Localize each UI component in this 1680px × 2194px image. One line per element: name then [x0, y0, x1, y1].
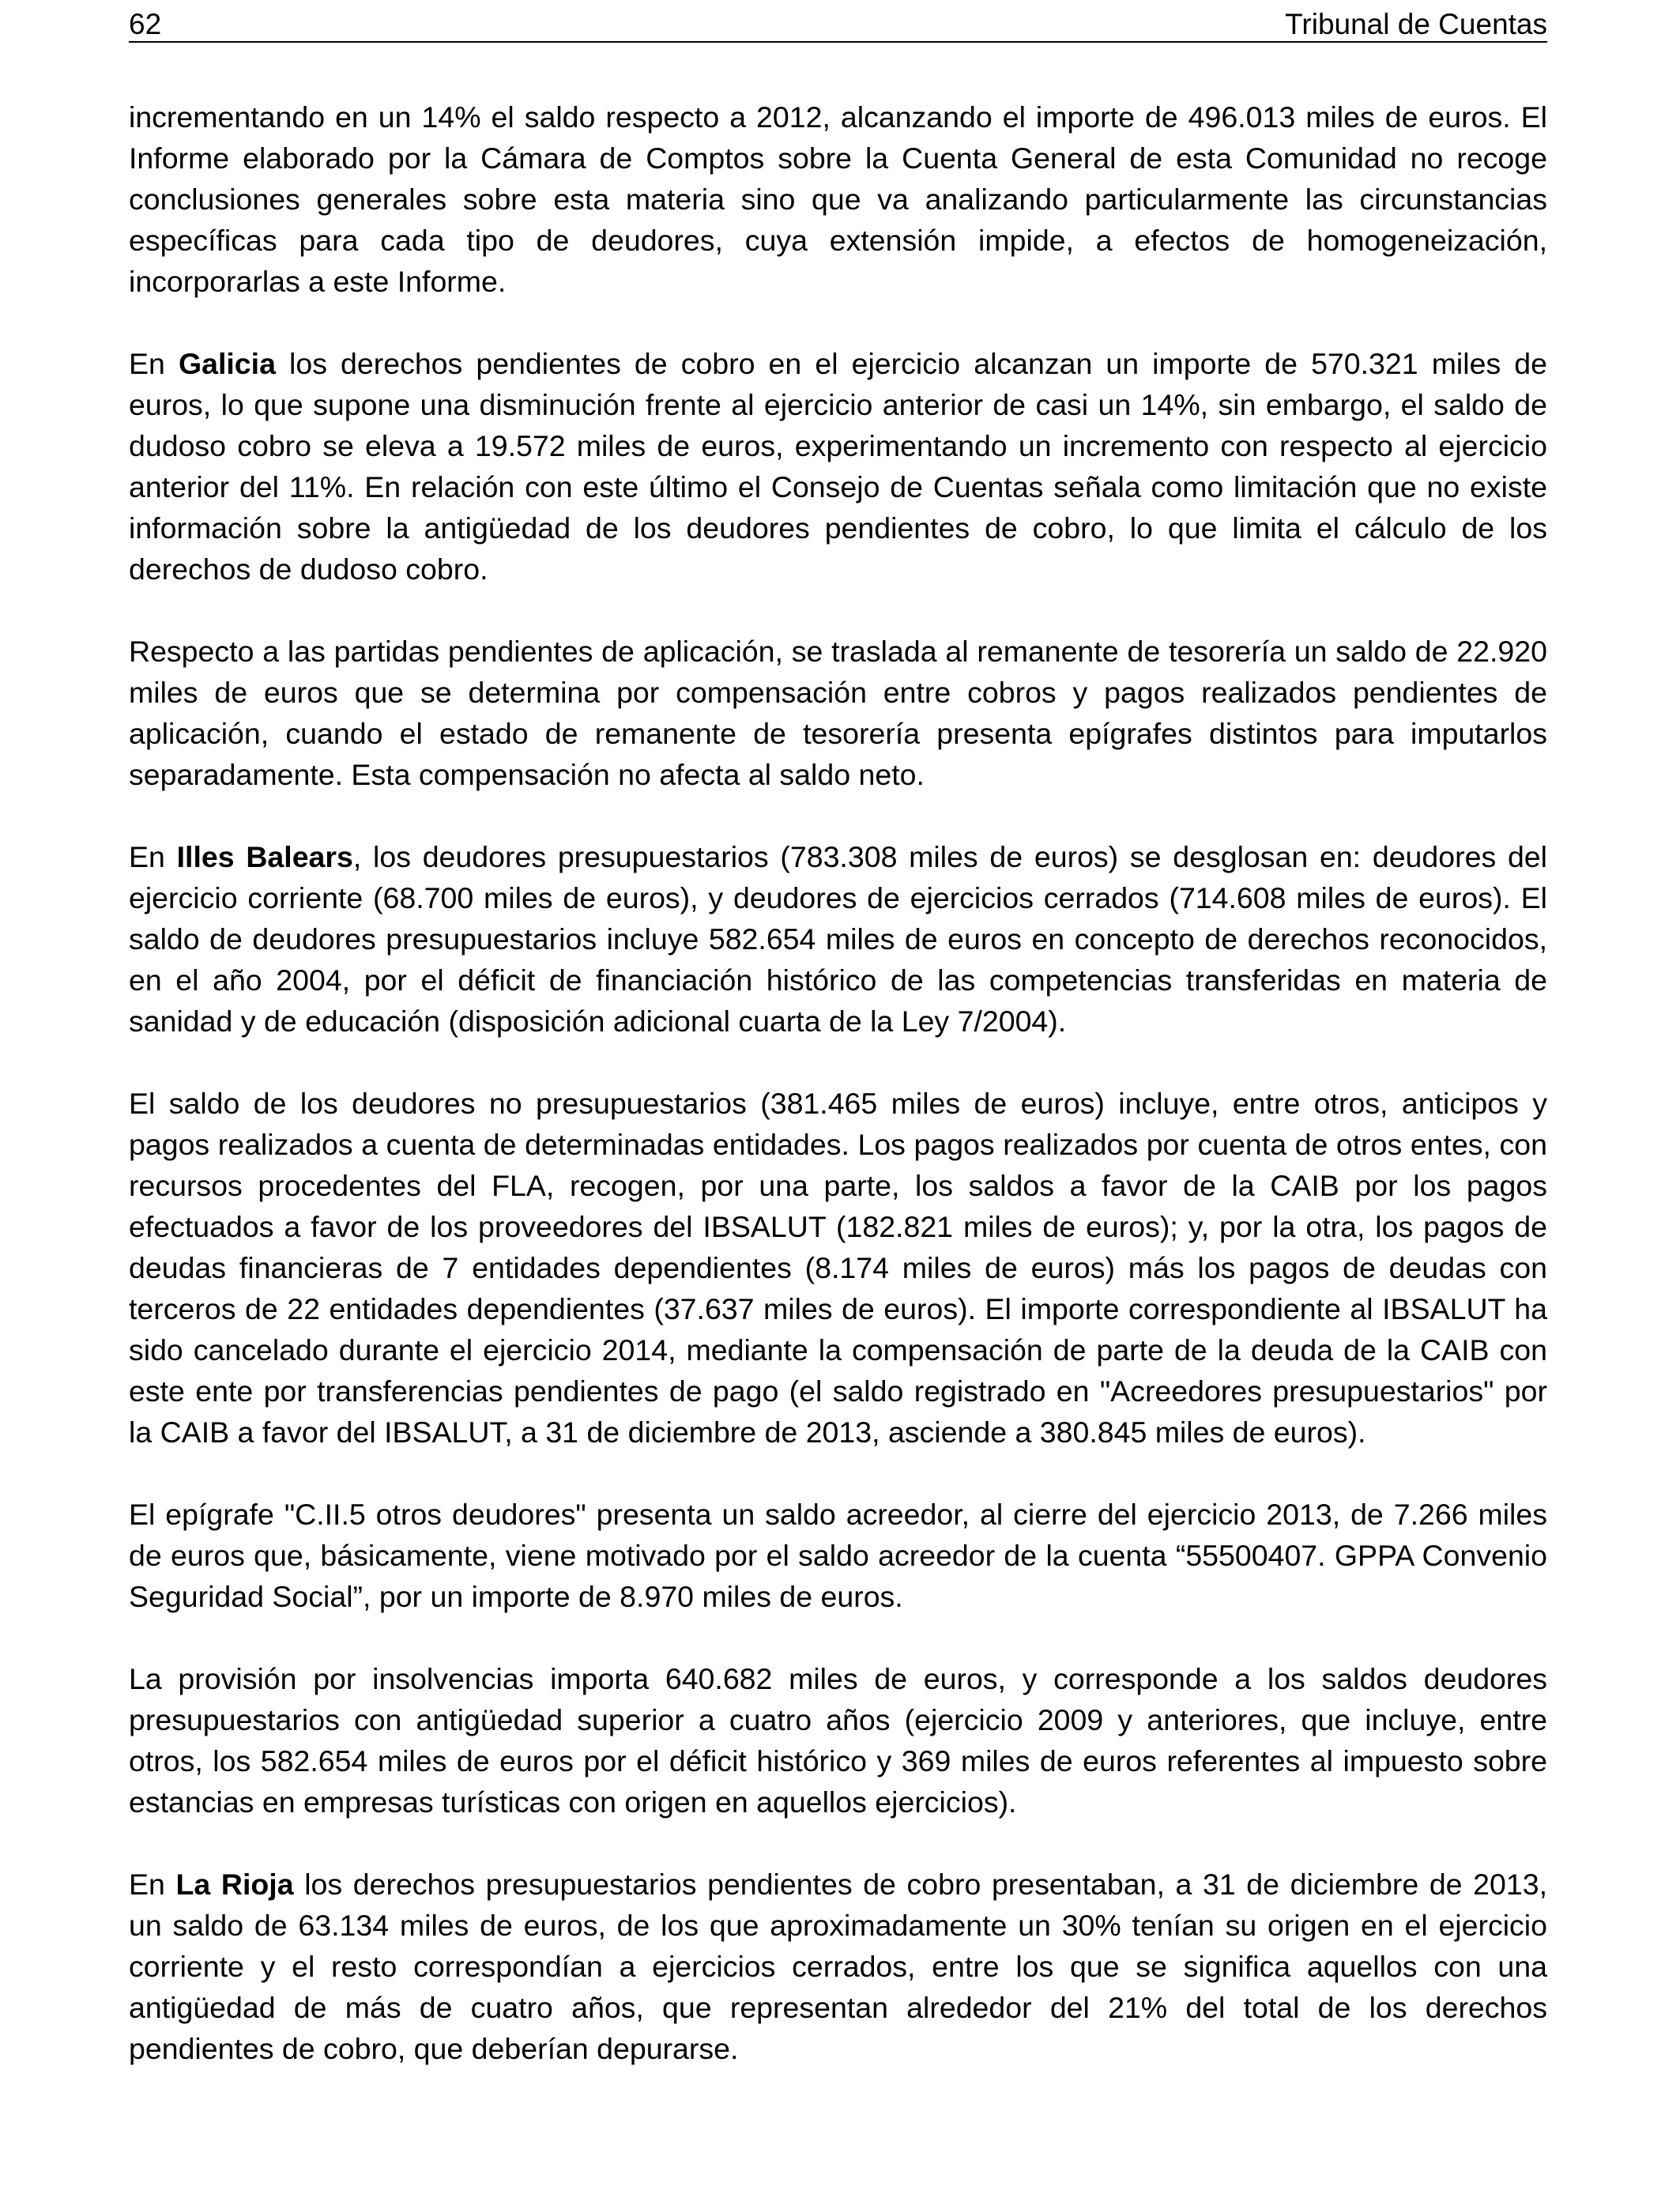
- paragraph: Respecto a las partidas pendientes de aplicación, se traslada al remanente de tesorería un saldo de 22.920 miles de euros que se determina por compensación entre cobros y pagos realizados pendientes de aplicación, cuando el estado de remanente de tesorería presenta epígrafes distintos para imputarlos separadamente. Esta compensación no afecta al saldo neto.: [129, 635, 1547, 791]
- page-number: 62: [129, 8, 162, 40]
- paragraph-illes-balears: En Illes Balears, los deudores presupuestarios (783.308 miles de euros) se desglosan en: deudores del ejercicio corriente (68.700 miles de euros), y deudores de ejercicios cerrados (714.608 miles de euros). El saldo de deudores presupuestarios incluye 582.654 miles de euros en concepto de derechos reconocidos, en el año 2004, por el déficit de financiación histórico de las competencias transferidas en materia de sanidad y de educación (disposición adicional cuarta de la Ley 7/2004).: [129, 840, 1547, 1038]
- region-name-galicia: Galicia: [178, 347, 276, 380]
- page-header: [129, 8, 1547, 43]
- paragraph: incrementando en un 14% el saldo respecto a 2012, alcanzando el importe de 496.013 miles de euros. El Informe elaborado por la Cámara de Comptos sobre la Cuenta General de esta Comunidad no recoge conclusiones generales sobre esta materia sino que va analizando particularmente las circunstancias específicas para cada tipo de deudores, cuya extensión impide, a efectos de homogeneización, incorporarlas a este Informe.: [129, 100, 1547, 298]
- region-name-la-rioja: La Rioja: [175, 1868, 294, 1901]
- paragraph: El saldo de los deudores no presupuestarios (381.465 miles de euros) incluye, entre otros, anticipos y pagos realizados a cuenta de determinadas entidades. Los pagos realizados por cuenta de otros entes, con recursos procedentes del FLA, recogen, por una parte, los saldos a favor de la CAIB por los pagos efectuados a favor de los proveedores del IBSALUT (182.821 miles de euros); y, por la otra, los pagos de deudas financieras de 7 entidades dependientes (8.174 miles de euros) más los pagos de deudas con terceros de 22 entidades dependientes (37.637 miles de euros). El importe correspondiente al IBSALUT ha sido cancelado durante el ejercicio 2014, mediante la compensación de parte de la deuda de la CAIB con este ente por transferencias pendientes de pago (el saldo registrado en "Acreedores presupuestarios" por la CAIB a favor del IBSALUT, a 31 de diciembre de 2013, asciende a 380.845 miles de euros).: [129, 1087, 1547, 1449]
- header-title: Tribunal de Cuentas: [1285, 8, 1547, 40]
- paragraph-galicia: En Galicia los derechos pendientes de cobro en el ejercicio alcanzan un importe de 570.321 miles de euros, lo que supone una disminución frente al ejercicio anterior de casi un 14%, sin embargo, el saldo de dudoso cobro se eleva a 19.572 miles de euros, experimentando un incremento con respecto al ejercicio anterior del 11%. En relación con este último el Consejo de Cuentas señala como limitación que no existe información sobre la antigüedad de los deudores pendientes de cobro, lo que limita el cálculo de los derechos de dudoso cobro.: [129, 347, 1547, 586]
- paragraph: El epígrafe "C.II.5 otros deudores" presenta un saldo acreedor, al cierre del ejercicio 2013, de 7.266 miles de euros que, básicamente, viene motivado por el saldo acreedor de la cuenta “55500407. GPPA Convenio Seguridad Social”, por un importe de 8.970 miles de euros.: [129, 1498, 1547, 1613]
- document-body: [129, 96, 1547, 2069]
- region-name-illes-balears: Illes Balears: [176, 840, 353, 873]
- paragraph: La provisión por insolvencias importa 640.682 miles de euros, y corresponde a los saldos deudores presupuestarios con antigüedad superior a cuatro años (ejercicio 2009 y anteriores, que incluye, entre otros, los 582.654 miles de euros por el déficit histórico y 369 miles de euros referentes al impuesto sobre estancias en empresas turísticas con origen en aquellos ejercicios).: [129, 1662, 1547, 1819]
- paragraph-la-rioja: En La Rioja los derechos presupuestarios pendientes de cobro presentaban, a 31 de diciembre de 2013, un saldo de 63.134 miles de euros, de los que aproximadamente un 30% tenían su origen en el ejercicio corriente y el resto correspondían a ejercicios cerrados, entre los que se significa aquellos con una antigüedad de más de cuatro años, que representan alrededor del 21% del total de los derechos pendientes de cobro, que deberían depurarse.: [129, 1868, 1547, 2065]
